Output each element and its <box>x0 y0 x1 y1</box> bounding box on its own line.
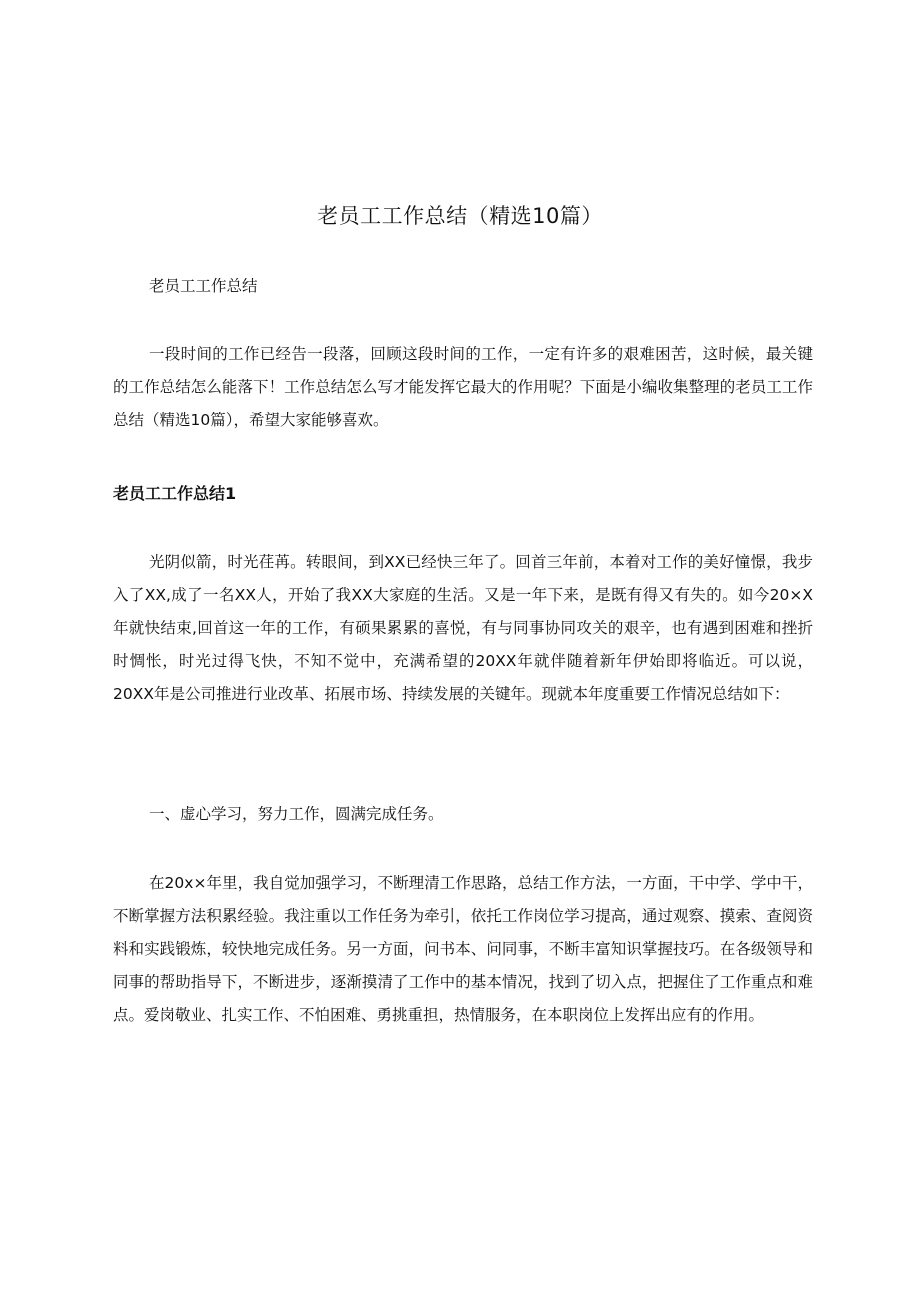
section-heading: 老员工工作总结1 <box>113 484 237 503</box>
intro-paragraph: 一段时间的工作已经告一段落，回顾这段时间的工作，一定有许多的艰难困苦，这时候，最关键的工作总结怎么能落下！工作总结怎么写才能发挥它最大的作用呢？下面是小编收集整理的老员工工作总结（精选10篇），希望大家能够喜欢。 <box>113 345 813 429</box>
section-paragraph: 光阴似箭，时光荏苒。转眼间，到XX已经快三年了。回首三年前，本着对工作的美好憧憬，我步入了XX,成了一名XX人，开始了我XX大家庭的生活。又是一年下来，是既有得又有失的。如今20×X年就快结束,回首这一年的工作，有硕果累累的喜悦，有与同事协同攻关的艰辛，也有遇到困难和挫折时惆怅，时光过得飞快，不知不觉中，充满希望的20XX年就伴随着新年伊始即将临近。可以说，20XX年是公司推进行业改革、拓展市场、持续发展的关键年。现就本年度重要工作情况总结如下： <box>113 553 813 703</box>
point-heading: 一、虚心学习，努力工作，圆满完成任务。 <box>149 805 444 823</box>
document-title: 老员工工作总结（精选10篇） <box>317 204 603 228</box>
document-subtitle: 老员工工作总结 <box>149 277 258 295</box>
point-paragraph: 在20x×年里，我自觉加强学习，不断理清工作思路，总结工作方法，一方面，干中学、学中干，不断掌握方法积累经验。我注重以工作任务为牵引，依托工作岗位学习提高，通过观察、摸索、查阅资料和实践锻炼，较快地完成任务。另一方面，问书本、问同事，不断丰富知识掌握技巧。在各级领导和同事的帮助指导下，不断进步，逐渐摸清了工作中的基本情况，找到了切入点，把握住了工作重点和难点。爱岗敬业、扎实工作、不怕困难、勇挑重担，热情服务，在本职岗位上发挥出应有的作用。 <box>113 874 813 1024</box>
